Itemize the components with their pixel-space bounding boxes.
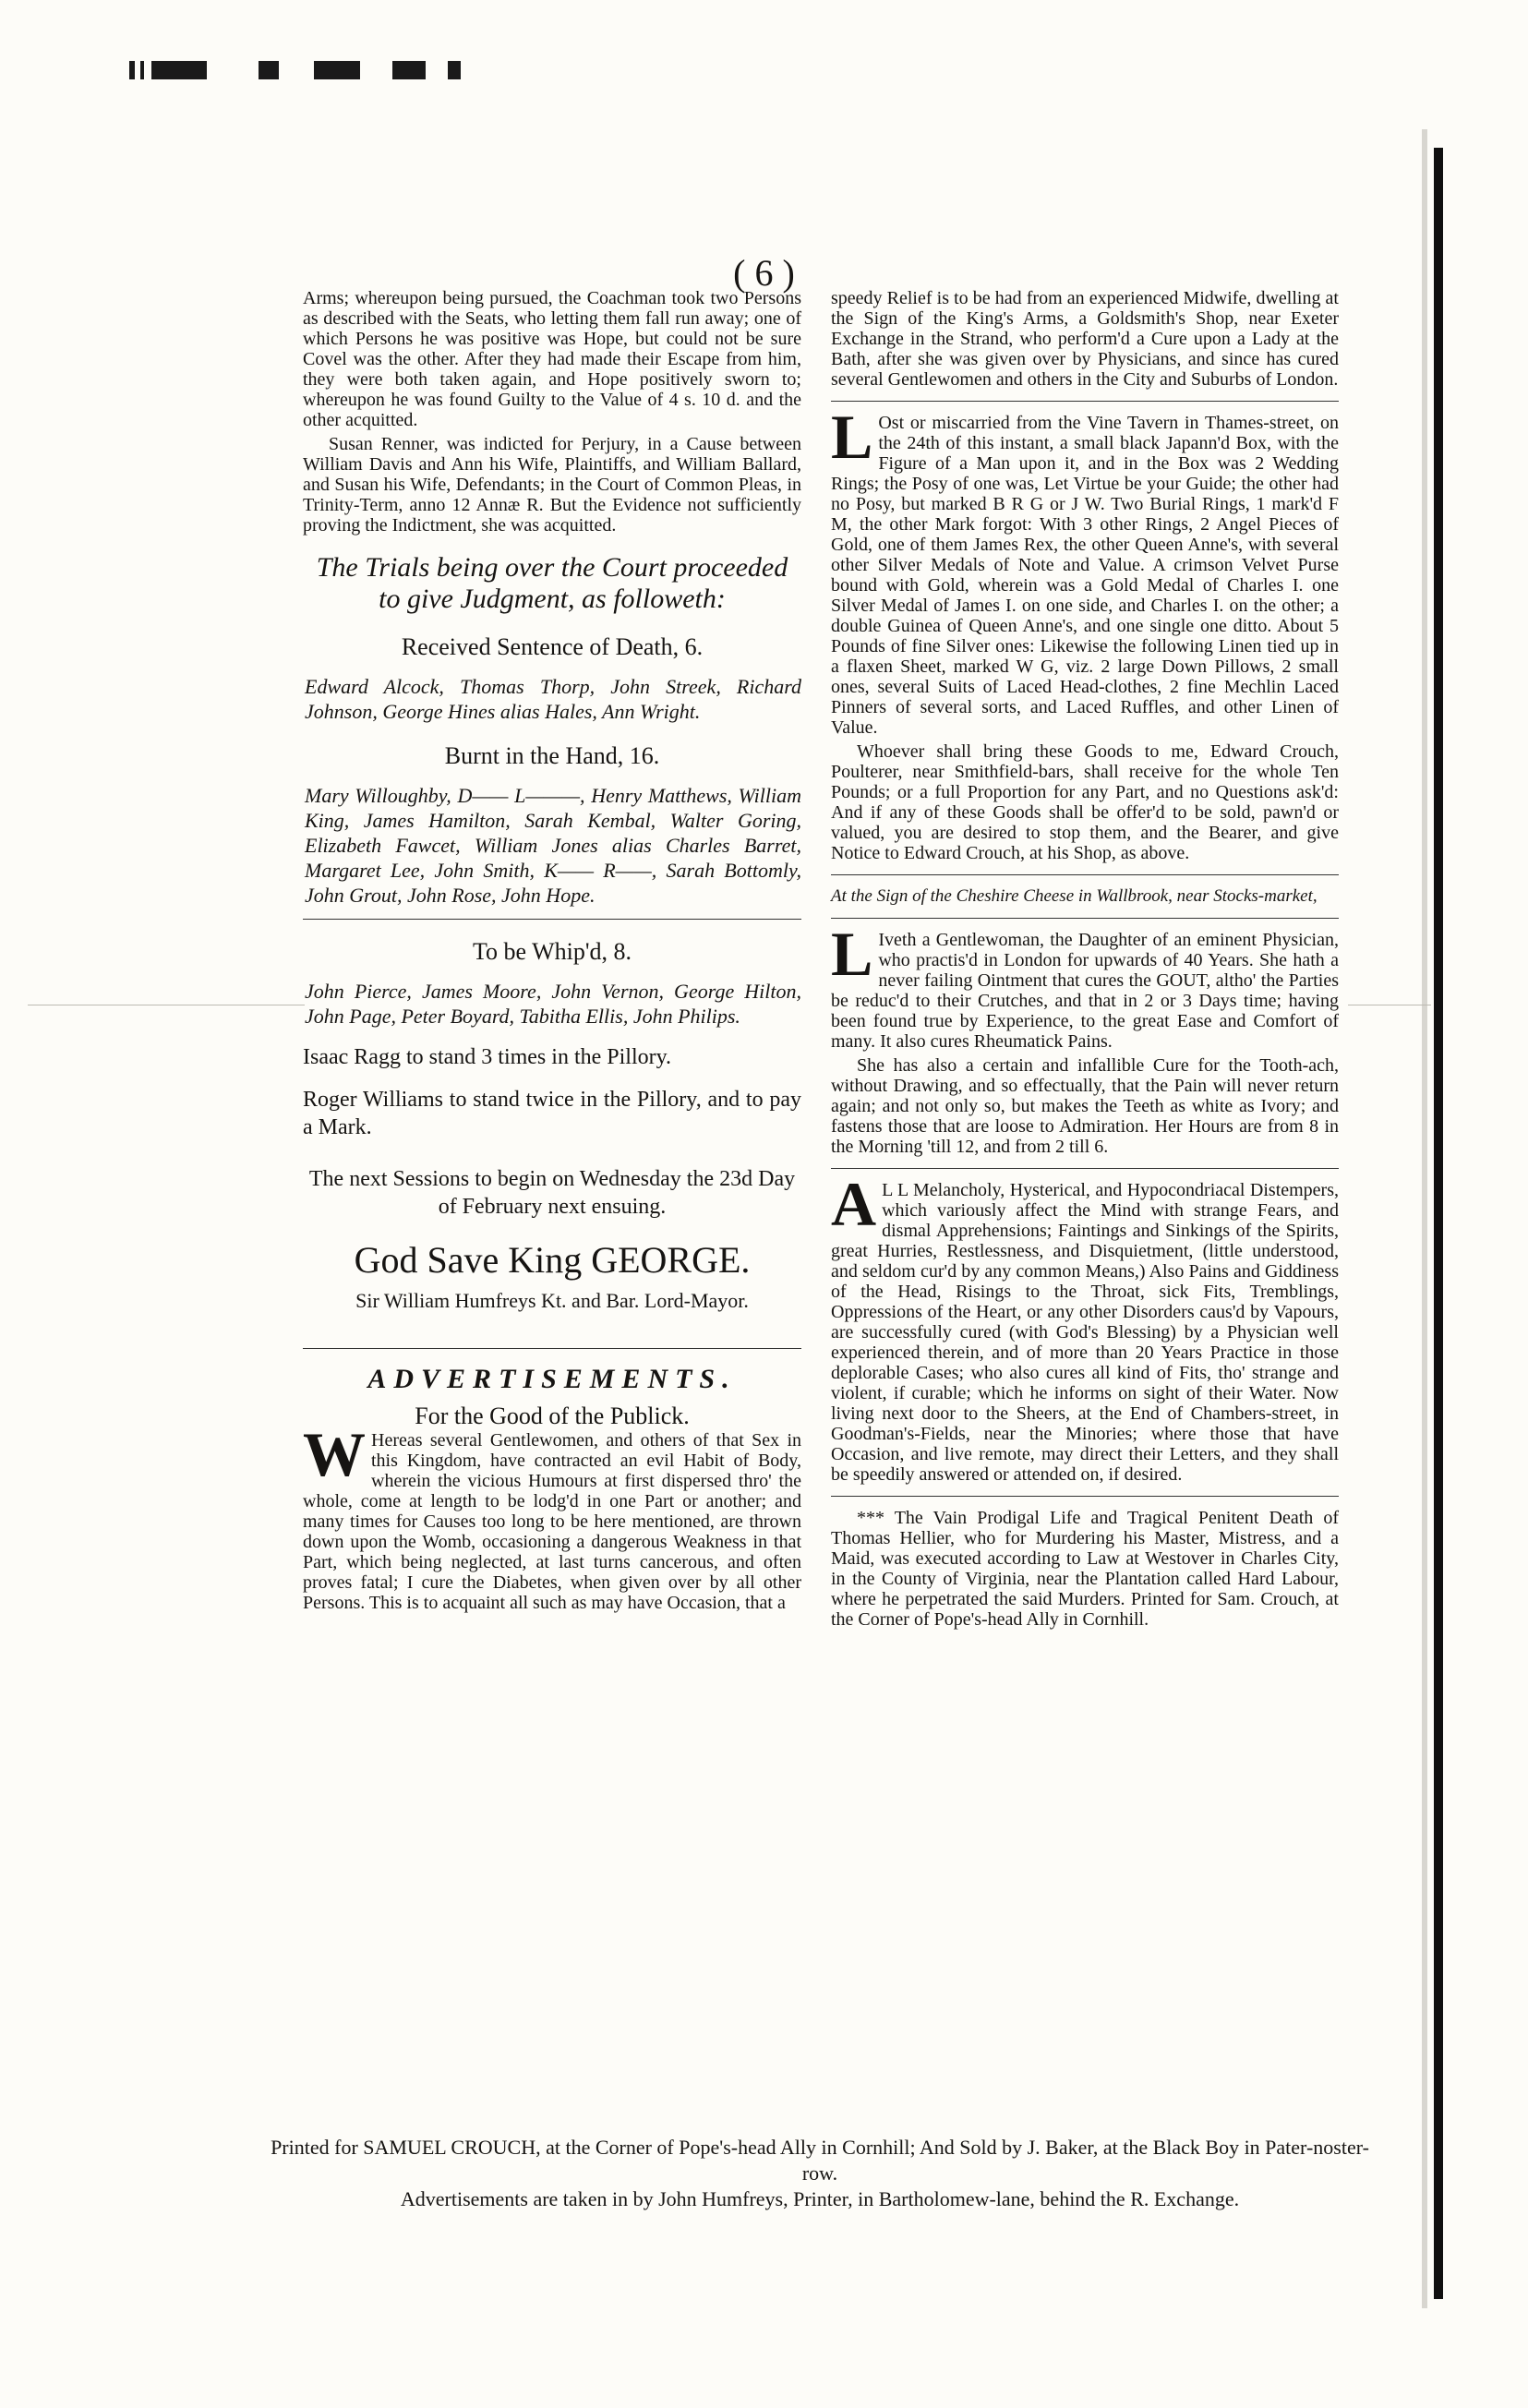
pillory-note: Isaac Ragg to stand 3 times in the Pillory. — [303, 1045, 672, 1069]
drop-cap: A — [831, 1169, 877, 1239]
god-save-king: God Save King GEORGE. — [354, 1239, 751, 1281]
advert-text: Ost or miscarried from the Vine Tavern in Thames-street, on the 24th of this instant, a small black Japann'd Box, with the Figure of a Man upon it, and in the Box was 2 Wedding Rings; the Posy of one was, Let Virtue be your Guide; the other had no Posy, but marked B R G or J W. Two Burial Rings, 1 mark'd F M, the other Mark forgot: With 3 other Rings, 2 Angel Pieces of Gold, one of them James Rex, the other Queen Anne's, with several other Silver Medals of Note and Value. A crimson Velvet Purse bound with Gold, wherein was a Gold Medal of Charles I. one Silver Medal of James I. on one side, and Charles I. on the other; a double Guinea of Queen Anne's, and one single one ditto. About 5 Pounds of fine Silver ones: Likewise the following Linen tied up in a flaxen Sheet, marked W G, viz. 2 large Down Pillows, 2 small ones, several Suits of Laced Head-clothes, 2 fine Mechlin Laced Pinners of several sorts, and Laced Ruffles, and other Linen of Value. — [831, 413, 1339, 738]
advertisements-heading: ADVERTISEMENTS. — [367, 1364, 737, 1394]
imprint-footer — [266, 2135, 1374, 2212]
burnt-heading: Burnt in the Hand, 16. — [444, 742, 660, 769]
gout-advert — [831, 919, 1339, 1052]
right-column — [831, 288, 1339, 1633]
judgment-heading: The Trials being over the Court proceeded to give Judgment, as followeth: — [316, 552, 788, 614]
advert-text: Hereas several Gentlewomen, and others of that Sex in this Kingdom, have contracted an evil Habit of Body, wherein the vicious Humours at first dispersed thro' the whole, come at length to be lodg'd in one Part or another; and many times for Causes too long to be here mentioned, are thrown down upon the Womb, occasioning a dangerous Weakness in that Part, which being neglected, at last turns cancerous, and often proves fatal; I cure the Diabetes, when given over by all other Persons. This is to acquaint all such as may have Occasion, that a — [303, 1430, 801, 1613]
drop-cap: L — [831, 919, 873, 989]
reward-notice: Whoever shall bring these Goods to me, Edward Crouch, Poulterer, near Smithfield-bars, shall receive for the whole Ten Pounds; or a full Proportion for any Part, and no Questions ask'd: And if any of these Goods shall be offer'd to be sold, pawn'd or valued, you are desired to stop them, and the Bearer, and give Notice to Edward Crouch, at his Shop, as above. — [831, 741, 1339, 863]
scan-artifact-marks — [129, 55, 554, 83]
divider — [303, 919, 801, 920]
advert-text: Iveth a Gentlewoman, the Daughter of an eminent Physician, who practis'd in London for upwards of 40 Years. She hath a never failing Ointment that cures the GOUT, altho' the Parties be reduc'd to their Crutches, and that in 2 or 3 Days time; having been found true by Experience, to the great Ease and Comfort of many. It also cures Rheumatick Pains. — [831, 930, 1339, 1052]
sign-line: At the Sign of the Cheshire Cheese in Wallbrook, near Stocks-market, — [831, 886, 1317, 906]
advert-text: L L Melancholy, Hysterical, and Hypocondriacal Distempers, which variously affect the Mind with strange Fears, and dismal Apprehensions; Faintings and Sinkings of the Spirits, great Hurries, Restlessness, and Disquietment, (little understood, and seldom cur'd by any common Means,) Also Pains and Giddiness of the Head, Risings to the Throat, sick Fits, Tremblings, Oppressions of the Heart, or any other Disorders caus'd by Vapours, are successfully cured (with God's Blessing) by a Physician well experienced therein, and of more than 20 Years Practice in those deplorable Cases; who also cures all kind of Fits, tho' strange and violent, if curable; which he informs on sight of their Water. Now living next door to the Sheers, at the End of Chambers-street, in Goodman's-Fields, near the Minories; where those that have Occasion, and live remote, may direct their Letters, and they shall be speedily answered or attended on, if desired. — [831, 1180, 1339, 1485]
left-column — [303, 288, 801, 1617]
publick-heading: For the Good of the Publick. — [415, 1403, 690, 1429]
drop-cap: W — [303, 1419, 366, 1489]
divider — [831, 918, 1339, 919]
death-names: Edward Alcock, Thomas Thorp, John Streek, Richard Johnson, George Hines alias Hales, Ann Wright. — [305, 675, 801, 723]
divider — [831, 401, 1339, 402]
printer-line: Printed for SAMUEL CROUCH, at the Corner of Pope's-head Ally in Cornhill; And Sold by J. Baker, at the Black Boy in Pater-noster-row. — [271, 2136, 1369, 2185]
page-shadow — [1422, 129, 1427, 2308]
whip-names: John Pierce, James Moore, John Vernon, George Hilton, John Page, Peter Boyard, Tabitha Ellis, John Philips. — [305, 980, 801, 1028]
divider — [831, 1496, 1339, 1497]
whip-heading: To be Whip'd, 8. — [472, 938, 632, 965]
page-number: ( 6 ) — [733, 252, 795, 294]
publick-advert — [303, 1419, 801, 1613]
trial-paragraph: Susan Renner, was indicted for Perjury, in a Cause between William Davis and Ann his Wife, Plaintiffs, and William Ballard, and Susan his Wife, Defendants; in the Court of Common Pleas, in Trinity-Term, anno 12 Annæ R. But the Evidence not sufficiently proving the Indictment, she was acquitted. — [303, 434, 801, 536]
divider — [831, 1168, 1339, 1169]
page-edge-line — [1434, 148, 1443, 2299]
midwife-advert: speedy Relief is to be had from an experienced Midwife, dwelling at the Sign of the King's Arms, a Goldsmith's Shop, near Exeter Exchange in the Strand, who perform'd a Cure upon a Lady at the Bath, after she was given over by Physicians, and since has cured several Gentlewomen and others in the City and Suburbs of London. — [831, 288, 1339, 390]
advertisements-taken-line: Advertisements are taken in by John Humfreys, Printer, in Bartholomew-lane, behind the R. Exchange. — [400, 2187, 1240, 2210]
drop-cap: L — [831, 402, 873, 472]
sessions-notice: The next Sessions to begin on Wednesday the 23d Day of February next ensuing. — [308, 1167, 796, 1219]
death-heading: Received Sentence of Death, 6. — [401, 633, 704, 660]
divider — [831, 874, 1339, 875]
burnt-names: Mary Willoughby, D—— L———, Henry Matthews, William King, James Hamilton, Sarah Kembal, Walter Goring, Elizabeth Fawcet, William Jones alias Charles Barret, Margaret Lee, John Smith, K—— R——, Sarah Bottomly, John Grout, John Rose, John Hope. — [305, 784, 801, 907]
divider — [303, 1348, 801, 1349]
lord-mayor-line: Sir William Humfreys Kt. and Bar. Lord-Mayor. — [355, 1289, 749, 1312]
book-advert: *** The Vain Prodigal Life and Tragical Penitent Death of Thomas Hellier, who for Murdering his Master, Mistress, and a Maid, was executed according to Law at Westover in Charles City, in the County of Virginia, near the Plantation called Hard Labour, where he perpetrated the said Murders. Printed for Sam. Crouch, at the Corner of Pope's-head Ally in Cornhill. — [831, 1508, 1339, 1630]
trial-paragraph: Arms; whereupon being pursued, the Coachman took two Persons as described with the Seats, who letting them fall run away; one of which Persons he was positive was Hope, but could not be sure Covel was the other. After they had made their Escape from him, they were both taken again, and Hope positively sworn to; whereupon he was found Guilty to the Value of 4 s. 10 d. and the other acquitted. — [303, 288, 801, 430]
melancholy-advert — [831, 1169, 1339, 1485]
lost-goods-advert — [831, 402, 1339, 738]
toothache-advert: She has also a certain and infallible Cure for the Tooth-ach, without Drawing, and so effectually, that the Pain will never return again; and not only so, but makes the Teeth as white as Ivory; and fastens those that are loose to Admiration. Her Hours are from 8 in the Morning 'till 12, and from 2 till 6. — [831, 1055, 1339, 1157]
pillory-note: Roger Williams to stand twice in the Pillory, and to pay a Mark. — [303, 1088, 801, 1139]
